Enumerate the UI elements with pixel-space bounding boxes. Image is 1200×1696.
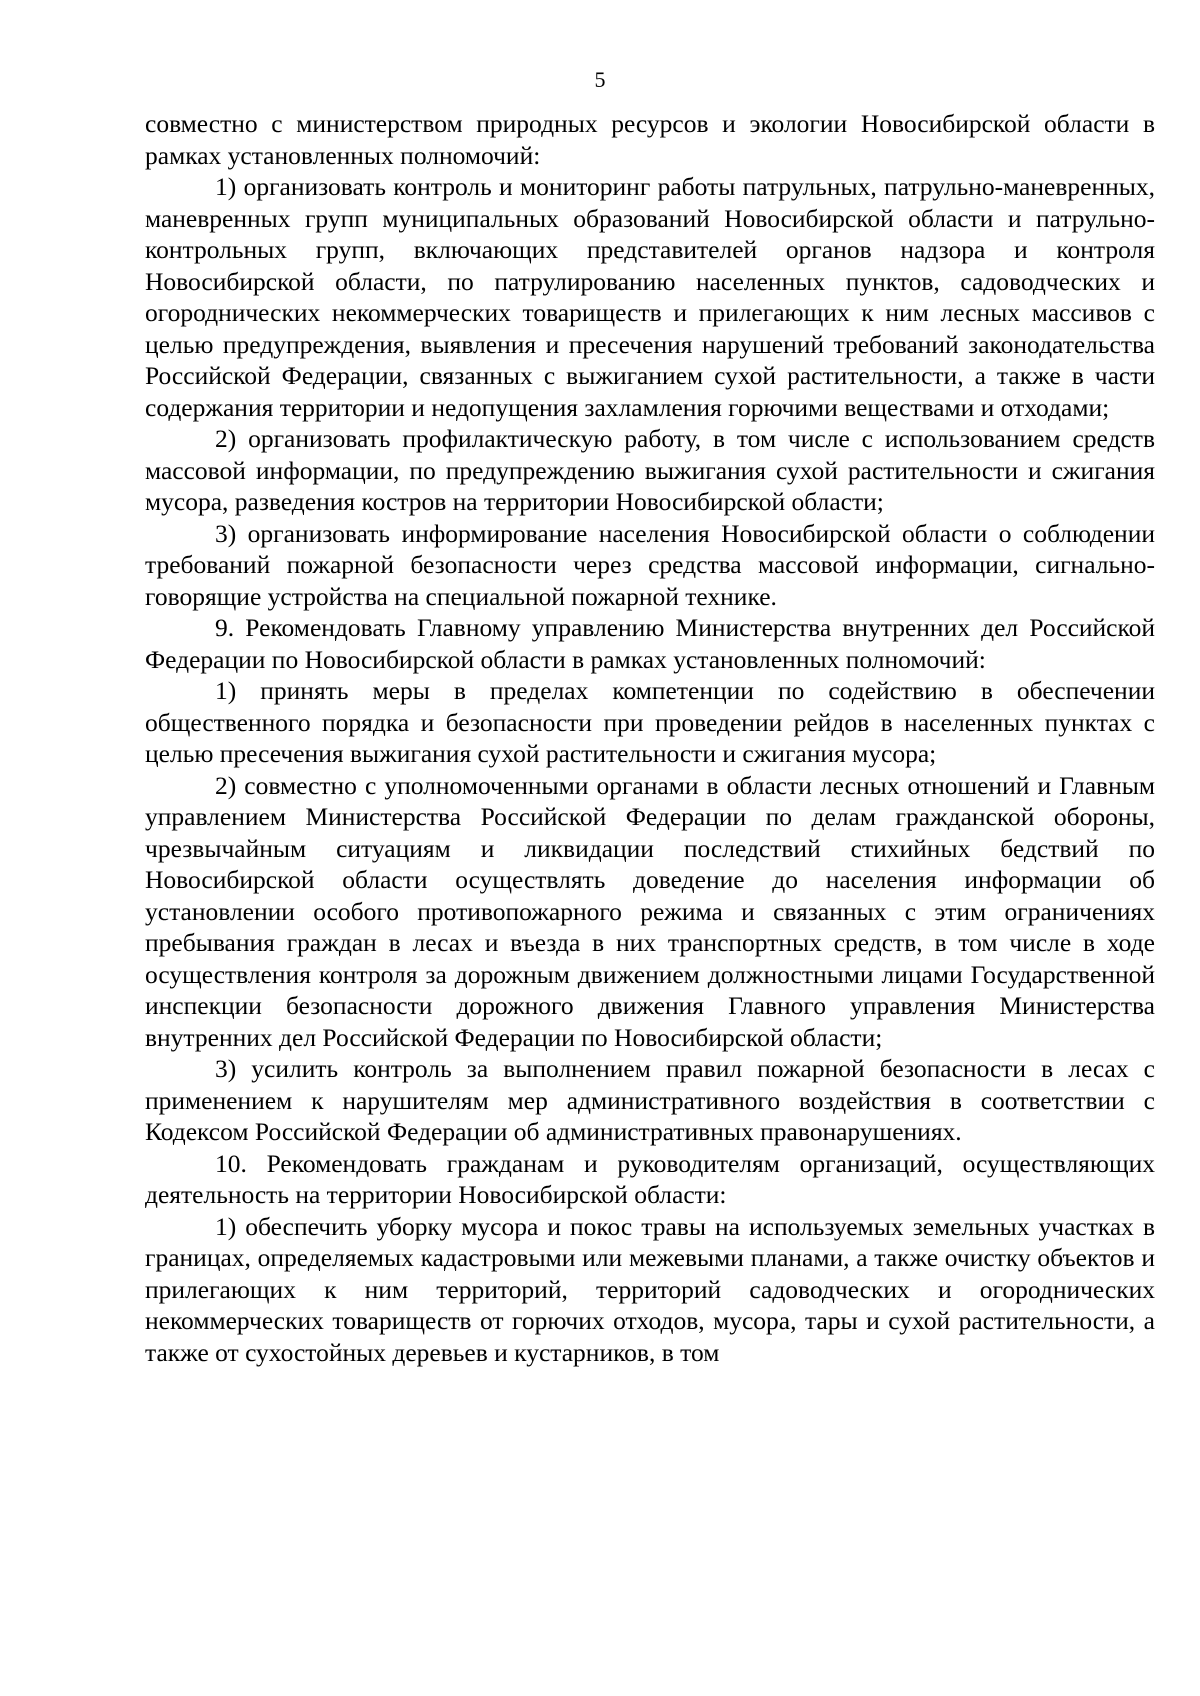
document-body [145, 108, 1155, 1368]
paragraph-continuation: совместно с министерством природных ресурсов и экологии Новосибирской области в рамках установленных полномочий: [145, 109, 1155, 170]
paragraph-clause-9: 9. Рекомендовать Главному управлению Министерства внутренних дел Российской Федерации по Новосибирской области в рамках установленных полномочий: [145, 613, 1155, 674]
paragraph-clause-10: 10. Рекомендовать гражданам и руководителям организаций, осуществляющих деятельность на территории Новосибирской области: [145, 1148, 1155, 1209]
paragraph-clause-10-item-1: 1) обеспечить уборку мусора и покос травы на используемых земельных участках в границах, определяемых кадастровыми или межевыми планами, а также очистку объектов и прилегающих к ним территорий, территорий садоводческих и огороднических некоммерческих товариществ от горючих отходов, мусора, тары и сухой растительности, а также от сухостойных деревьев и кустарников, в том [145, 1211, 1155, 1367]
paragraph-item-1-patrol-monitoring: 1) организовать контроль и мониторинг работы патрульных, патрульно-маневренных, маневренных групп муниципальных образований Новосибирской области и патрульно-контрольных групп, включающих представителей органов надзора и контроля Новосибирской области, по патрулированию населенных пунктов, садоводческих и огороднических некоммерческих товариществ и прилегающих к ним лесных массивов с целью предупреждения, выявления и пресечения нарушений требований законодательства Российской Федерации, связанных с выжиганием сухой растительности, а также в части содержания территории и недопущения захламления горючими веществами и отходами; [145, 172, 1155, 422]
paragraph-clause-9-item-2: 2) совместно с уполномоченными органами в области лесных отношений и Главным управлением Министерства Российской Федерации по делам гражданской обороны, чрезвычайным ситуациям и ликвидации последствий стихийных бедствий по Новосибирской области осуществлять доведение до населения информации об установлении особого противопожарного режима и связанных с этим ограничениях пребывания граждан в лесах и въезда в них транспортных средств, в том числе в ходе осуществления контроля за дорожным движением должностными лицами Государственной инспекции безопасности дорожного движения Главного управления Министерства внутренних дел Российской Федерации по Новосибирской области; [145, 770, 1155, 1052]
paragraph-clause-9-item-1: 1) принять меры в пределах компетенции по содействию в обеспечении общественного порядка и безопасности при проведении рейдов в населенных пунктах с целью пресечения выжигания сухой растительности и сжигания мусора; [145, 676, 1155, 768]
paragraph-item-3-informing-population: 3) организовать информирование населения Новосибирской области о соблюдении требований пожарной безопасности через средства массовой информации, сигнально-говорящие устройства на специальной пожарной технике. [145, 518, 1155, 611]
paragraph-item-2-preventive-work: 2) организовать профилактическую работу, в том числе с использованием средств массовой информации, по предупреждению выжигания сухой растительности и сжигания мусора, разведения костров на территории Новосибирской области; [145, 424, 1155, 516]
page-number: 5 [594, 67, 606, 92]
paragraph-clause-9-item-3: 3) усилить контроль за выполнением правил пожарной безопасности в лесах с применением к нарушителям мер административного воздействия в соответствии с Кодексом Российской Федерации об административных правонарушениях. [145, 1054, 1155, 1146]
